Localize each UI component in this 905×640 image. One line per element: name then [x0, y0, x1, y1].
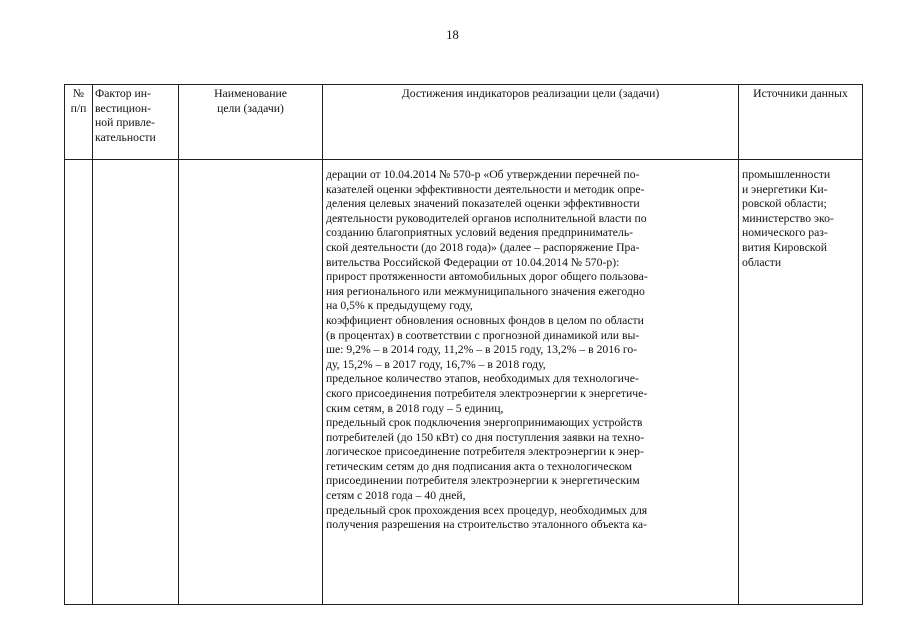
- page-number: 18: [446, 28, 459, 42]
- table-row: [65, 160, 863, 605]
- header-factor-line: ной привле-: [95, 116, 155, 130]
- achievement-line: деятельности руководителей органов исполнительной власти по: [326, 211, 647, 225]
- header-sources-line: Источники данных: [753, 87, 848, 100]
- achievement-line: получения разрешения на строительство эталонного объекта ка-: [326, 518, 647, 532]
- achievement-line: ду, 15,2% – в 2017 году, 16,7% – в 2018 году,: [326, 357, 546, 371]
- cell-sources: [739, 160, 863, 605]
- achievement-line: вительства Российской Федерации от 10.04.2014 № 570-р):: [326, 255, 620, 269]
- source-line: ровской области;: [742, 197, 827, 211]
- table-header-row: [65, 85, 863, 160]
- achievement-line: деления целевых значений показателей оценки эффективности: [326, 197, 640, 211]
- achievement-line: дерации от 10.04.2014 № 570-р «Об утверждении перечней по-: [326, 168, 640, 181]
- cell-achievements: [323, 160, 739, 605]
- header-number-line: №: [72, 87, 85, 100]
- header-factor-line: Фактор ин-: [95, 87, 151, 100]
- achievement-line: гетическим сетям до дня подписания акта о технологическом: [326, 459, 633, 473]
- source-line: вития Кировской: [742, 240, 827, 254]
- source-line: министерство эко-: [742, 211, 834, 225]
- achievement-line: коэффициент обновления основных фондов в целом по области: [326, 313, 644, 327]
- cell-number: [65, 160, 93, 605]
- achievement-line: ше: 9,2% – в 2014 году, 11,2% – в 2015 году, 13,2% – в 2016 го-: [326, 343, 638, 357]
- header-number-line: п/п: [70, 101, 87, 115]
- achievement-line: предельный срок подключения энергопринимающих устройств: [326, 416, 643, 430]
- source-line: и энергетики Ки-: [742, 182, 828, 196]
- achievement-line: (в процентах) в соответствии с прогнозной динамикой или вы-: [326, 328, 640, 342]
- header-number: [65, 85, 93, 160]
- header-achievements: [323, 85, 739, 160]
- achievement-line: ской деятельности (до 2018 года)» (далее – распоряжение Пра-: [326, 240, 640, 254]
- cell-goal: [179, 160, 323, 605]
- achievement-line: ского присоединения потребителя электроэнергии к энергетиче-: [326, 386, 648, 400]
- header-factor-line: вестицион-: [95, 101, 151, 115]
- achievement-line: предельное количество этапов, необходимых для технологиче-: [326, 372, 639, 386]
- header-goal: [179, 85, 323, 160]
- achievement-line: ния регионального или межмуниципального значения ежегодно: [326, 284, 645, 298]
- achievement-line: созданию благоприятных условий ведения предприниматель-: [326, 226, 634, 240]
- header-factor: [93, 85, 179, 160]
- header-goal-line: Наименование: [214, 87, 287, 100]
- source-line: промышленности: [742, 168, 831, 181]
- achievement-line: присоединении потребителя электроэнергии к энергетическим: [326, 474, 640, 488]
- achievement-line: казателей оценки эффективности деятельности и методик опре-: [326, 182, 645, 196]
- indicator-table: [64, 84, 863, 605]
- achievement-line: прирост протяженности автомобильных дорог общего пользова-: [326, 270, 648, 284]
- source-line: области: [742, 255, 782, 269]
- header-factor-line: кательности: [95, 130, 156, 144]
- achievement-line: ским сетям, в 2018 году – 5 единиц,: [326, 401, 504, 415]
- achievement-line: на 0,5% к предыдущему году,: [326, 299, 473, 313]
- source-line: номического раз-: [742, 226, 828, 240]
- header-sources: [739, 85, 863, 160]
- cell-factor: [93, 160, 179, 605]
- header-goal-line: цели (задачи): [217, 101, 284, 115]
- achievement-line: сетям с 2018 года – 40 дней,: [326, 489, 466, 503]
- header-achievements-line: Достижения индикаторов реализации цели (задачи): [401, 87, 660, 100]
- achievement-line: предельный срок прохождения всех процедур, необходимых для: [326, 503, 648, 517]
- achievement-line: логическое присоединение потребителя электроэнергии к энер-: [326, 445, 644, 459]
- achievement-line: потребителей (до 150 кВт) со дня поступления заявки на техно-: [326, 430, 645, 444]
